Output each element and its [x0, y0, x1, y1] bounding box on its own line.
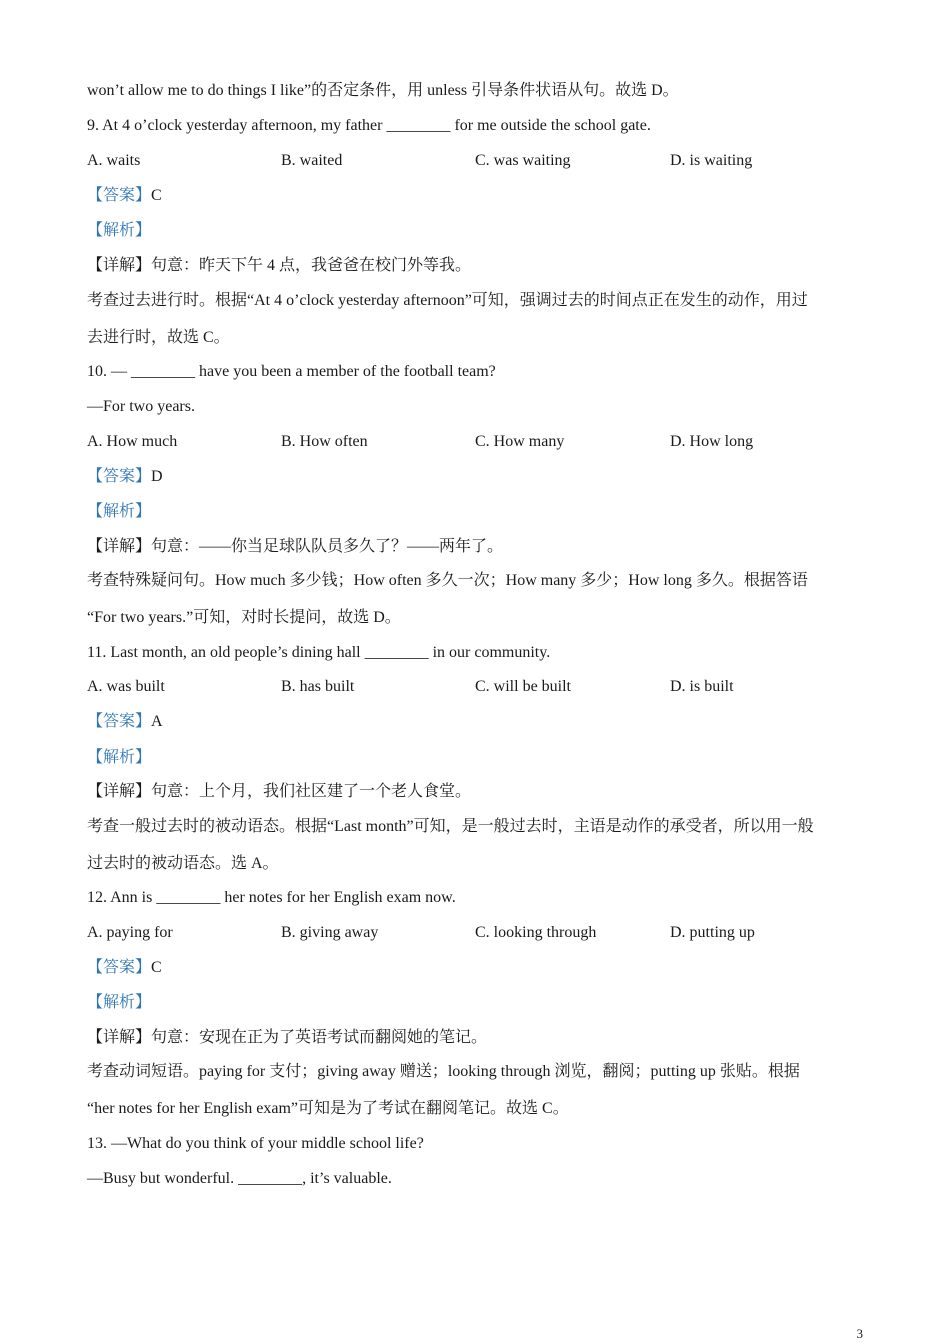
question-10-reply: —For two years. — [87, 398, 195, 415]
detail-tag: 【详解】 — [87, 1029, 152, 1046]
question-10-text: 10. — ________ have you been a member of the football team? — [87, 363, 496, 380]
question-12-translation: 句意：安现在正为了英语考试而翻阅她的笔记。 — [151, 1029, 488, 1046]
question-11-answer-value: A — [151, 713, 163, 730]
page-number: 3 — [856, 1326, 863, 1341]
question-11-analysis-heading — [87, 748, 151, 768]
question-12-text: 12. Ann is ________ her notes for her English exam now. — [87, 889, 456, 906]
question-9-option-d: D. is waiting — [670, 152, 753, 169]
continued-explanation-line: won’t allow me to do things I like”的否定条件，用 unless 引导条件状语从句。故选 D。 — [87, 82, 679, 99]
question-10-option-a: A. How much — [87, 433, 178, 450]
question-9-option-c: C. was waiting — [475, 152, 571, 169]
question-11-text: 11. Last month, an old people’s dining hall ________ in our community. — [87, 644, 551, 661]
question-9-explanation-line-1: 考查过去进行时。根据“At 4 o’clock yesterday afternoon”可知，强调过去的时间点正在发生的动作，用过 — [87, 292, 808, 309]
question-11-explanation-line-2: 过去时的被动语态。选 A。 — [87, 855, 279, 872]
analysis-tag: 【解析】 — [87, 994, 152, 1011]
answer-tag: 【答案】 — [87, 187, 152, 204]
question-10-analysis-heading — [87, 502, 151, 522]
question-11-option-b: B. has built — [281, 678, 355, 695]
question-11-translation: 句意：上个月，我们社区建了一个老人食堂。 — [151, 783, 472, 800]
question-10-option-b: B. How often — [281, 433, 368, 450]
question-12-option-b: B. giving away — [281, 924, 379, 941]
question-12-option-a: A. paying for — [87, 924, 173, 941]
question-10-option-d: D. How long — [670, 433, 754, 450]
question-10-detail — [87, 537, 503, 557]
analysis-tag: 【解析】 — [87, 749, 152, 766]
question-9-answer-value: C — [151, 187, 162, 204]
question-11-option-a: A. was built — [87, 678, 165, 695]
question-10-explanation-line-1: 考查特殊疑问句。How much 多少钱；How often 多久一次；How many 多少；How long 多久。根据答语 — [87, 572, 808, 589]
question-11-answer — [87, 712, 163, 732]
question-9-text: 9. At 4 o’clock yesterday afternoon, my father ________ for me outside the school gate. — [87, 117, 651, 134]
analysis-tag: 【解析】 — [87, 503, 152, 520]
question-11-explanation-line-1: 考查一般过去时的被动语态。根据“Last month”可知，是一般过去时，主语是动作的承受者，所以用一般 — [87, 818, 814, 835]
question-9-answer — [87, 186, 162, 206]
answer-tag: 【答案】 — [87, 713, 152, 730]
detail-tag: 【详解】 — [87, 538, 152, 555]
question-12-options — [87, 923, 867, 943]
question-10-options — [87, 432, 867, 452]
question-12-explanation-line-1: 考查动词短语。paying for 支付；giving away 赠送；looking through 浏览，翻阅；putting up 张贴。根据 — [87, 1063, 800, 1080]
question-10-option-c: C. How many — [475, 433, 565, 450]
question-12-answer — [87, 958, 162, 978]
detail-tag: 【详解】 — [87, 783, 152, 800]
question-10-answer — [87, 467, 163, 487]
question-12-option-c: C. looking through — [475, 924, 597, 941]
question-12-detail — [87, 1028, 487, 1048]
question-9-option-a: A. waits — [87, 152, 141, 169]
question-10-translation: 句意：——你当足球队队员多久了？——两年了。 — [151, 538, 504, 555]
question-9-analysis-heading — [87, 221, 151, 241]
question-13-text: 13. —What do you think of your middle school life? — [87, 1135, 424, 1152]
analysis-tag: 【解析】 — [87, 222, 152, 239]
question-12-explanation-line-2: “her notes for her English exam”可知是为了考试在翻阅笔记。故选 C。 — [87, 1100, 569, 1117]
question-11-options — [87, 677, 867, 697]
question-11-detail — [87, 782, 471, 802]
question-11-option-c: C. will be built — [475, 678, 571, 695]
question-9-translation: 句意：昨天下午 4 点，我爸爸在校门外等我。 — [151, 257, 472, 274]
question-13-reply: —Busy but wonderful. ________, it’s valuable. — [87, 1170, 392, 1187]
question-10-explanation-line-2: “For two years.”可知，对时长提问，故选 D。 — [87, 609, 401, 626]
question-12-option-d: D. putting up — [670, 924, 755, 941]
question-9-option-b: B. waited — [281, 152, 343, 169]
answer-tag: 【答案】 — [87, 468, 152, 485]
question-9-explanation-line-2: 去进行时，故选 C。 — [87, 329, 230, 346]
question-11-option-d: D. is built — [670, 678, 734, 695]
question-12-analysis-heading — [87, 993, 151, 1013]
detail-tag: 【详解】 — [87, 257, 152, 274]
question-9-options — [87, 151, 867, 171]
question-10-answer-value: D — [151, 468, 163, 485]
question-9-detail — [87, 256, 471, 276]
answer-tag: 【答案】 — [87, 959, 152, 976]
question-12-answer-value: C — [151, 959, 162, 976]
